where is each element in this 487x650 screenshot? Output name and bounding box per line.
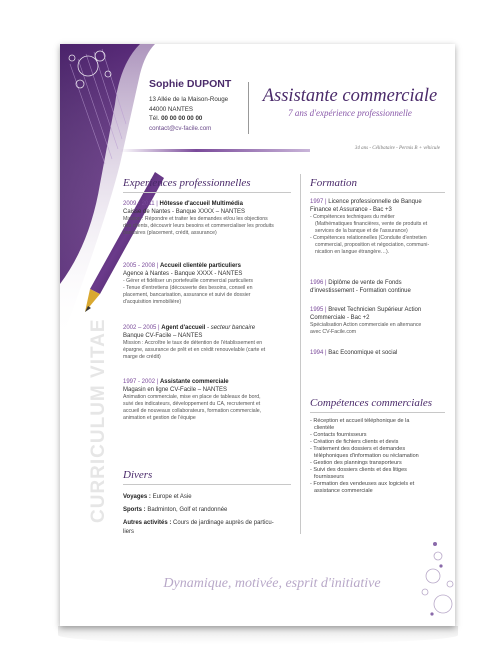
competence-item: - Suivi des dossiers clients et des litiges: [310, 467, 407, 473]
experience-3-line: épargne, assurance de prêt et en crédit renouvelable (carte et: [123, 347, 266, 353]
experience-1-role: Hôtesse d'accueil Multimédia: [159, 201, 243, 207]
competence-item: - Formation des vendeuses aux logiciels et: [310, 481, 415, 487]
formation-3-line: Brevet Technicien Supérieur Action: [328, 307, 422, 313]
competences-list: [310, 418, 450, 495]
divers-value: Cours de jardinage auprès de particu-: [171, 520, 274, 526]
experience-1-line: des clients, découvrir leurs besoins et commercialiser les produits: [123, 223, 274, 229]
formation-heading: Formation: [310, 177, 358, 189]
divers-value: Europe et Asie: [150, 494, 192, 500]
divers-label: Voyages :: [123, 494, 151, 500]
divers-label: Autres activités :: [123, 520, 172, 526]
experience-1-company: Caisse de Nantes - Banque XXXX – NANTES: [123, 209, 246, 215]
tagline: Dynamique, motivée, esprit d'initiative: [163, 576, 381, 591]
divers-item-voyages: [123, 493, 298, 502]
competence-item: - Traitement des dossiers et demandes: [310, 446, 406, 452]
phone-label: Tél.: [149, 115, 160, 122]
experience-2-line: placement, bancarisation, assurance et suivi de dossier: [123, 292, 251, 298]
experience-4-line: Animation commerciale, mise en place de tableaux de bord,: [123, 394, 261, 400]
formation-1-detail: services de la banque et de l'assurance): [315, 228, 408, 234]
competence-item: clientèle: [314, 425, 335, 431]
header-divider: [248, 82, 249, 134]
formation-1-year: 1997 |: [310, 199, 327, 205]
formation-1-detail: commercial, proposition et négociation, communi-: [315, 242, 430, 248]
experience-item-1: [123, 200, 298, 237]
formation-2-line: Diplôme de vente de Fonds: [328, 280, 402, 286]
job-subtitle: 7 ans d'expérience professionnelle: [288, 108, 412, 118]
phone-value: 00 00 00 00 00: [161, 115, 203, 122]
divers-heading: Divers: [123, 469, 153, 481]
experience-item-3: [123, 324, 298, 361]
formation-3-detail: Spécialisation Action commerciale en alternance: [310, 322, 422, 328]
formation-item-2: [310, 279, 450, 295]
formation-1-detail: - Compétences relationnelles (Conduite d'entretien: [310, 235, 427, 241]
experience-2-line: - Tenue d'entretiens (découverte des besoins, conseil en: [123, 285, 253, 291]
divers-value: Badminton, Golf et randonnée: [145, 507, 228, 513]
experience-3-role: Agent d'accueil: [161, 325, 206, 331]
address-line2: 44000 NANTES: [149, 105, 194, 113]
experience-4-role: Assistante commerciale: [159, 379, 229, 385]
formation-item-3: [310, 306, 450, 336]
formation-item-4: [310, 349, 450, 357]
curriculum-vitae-vertical-text: CURRICULUM VITAE: [88, 318, 109, 524]
experiences-heading-rule: [123, 192, 291, 193]
divers-heading-rule: [123, 484, 291, 485]
formation-2-line: d'investissement - Formation continue: [310, 288, 411, 294]
formation-3-year: 1995 |: [310, 307, 327, 313]
competence-item: - Contacts fournisseurs: [310, 432, 367, 438]
formation-3-line: Commerciale - Bac +2: [310, 315, 370, 321]
experience-4-line: suivi des indicateurs, développement du CA, recrutement et: [123, 401, 261, 407]
experience-1-line: Mission : Répondre et traiter les demandes et/ou les objections: [123, 216, 268, 222]
job-title: Assistante commerciale: [262, 86, 438, 106]
formation-item-1: [310, 198, 450, 256]
competence-item: - Création de fichiers clients et devis: [310, 439, 399, 445]
competences-heading: Compétences commerciales: [310, 397, 433, 409]
experience-2-role: Accueil clientèle particuliers: [159, 263, 241, 269]
phone-line: [149, 114, 249, 124]
address-line1: 13 Allée de la Maison-Rouge: [149, 96, 229, 103]
formation-1-line: Finance et Assurance - Bac +3: [310, 207, 392, 213]
experience-2-years: 2005 - 2008 |: [123, 263, 159, 269]
formation-1-detail: (Mathématiques financières, vente de produits et: [315, 221, 428, 227]
formation-2-year: 1996 |: [310, 280, 327, 286]
divers-label: Sports :: [123, 507, 146, 513]
experiences-heading: Experiences professionnelles: [123, 177, 251, 189]
experience-3-years: 2002 – 2005 |: [123, 325, 160, 331]
experience-3-role-suffix: - secteur bancaire: [205, 325, 256, 331]
divers-value: liers: [123, 529, 135, 535]
experience-4-line: accueil de nouveaux collaborateurs, formation commerciale,: [123, 408, 262, 414]
formation-4-year: 1994 |: [310, 350, 327, 356]
experience-1-years: 2009 - 2011 |: [123, 201, 158, 207]
divers-item-sports: [123, 506, 298, 515]
experience-3-line: Mission : Accroître le taux de détention de l'établissement en: [123, 340, 263, 346]
bottom-bubble-icons: [422, 552, 453, 613]
competence-item: téléphoniques d'information ou réclamation: [314, 453, 419, 459]
experience-2-line: - Gérer et fidéliser un portefeuille commercial particuliers: [123, 278, 254, 284]
competence-item: - Réception et accueil téléphonique de la: [310, 418, 410, 424]
competence-item: fournisseurs: [314, 474, 344, 480]
divers-list: [123, 493, 298, 537]
competence-item: assistance commerciale: [314, 488, 373, 494]
experience-1-line: bancaires (placement, crédit, assurance): [123, 230, 217, 236]
experience-item-4: [123, 378, 298, 422]
divers-item-autres: [123, 519, 298, 537]
experience-2-line: d'acquisition immobilière): [123, 299, 182, 305]
email-link[interactable]: contact@cv-facile.com: [149, 124, 212, 132]
column-divider: [300, 174, 301, 534]
page-shadow: [58, 626, 458, 644]
experience-2-company: Agence à Nantes - Banque XXXX - NANTES: [123, 271, 243, 277]
formation-1-detail: nication en langue étrangère…).: [315, 249, 390, 255]
formation-1-detail: - Compétences techniques du métier: [310, 214, 395, 220]
experience-3-company: Banque CV-Facile – NANTES: [123, 333, 203, 339]
experience-4-company: Magasin en ligne CV-Facile – NANTES: [123, 387, 228, 393]
identity-block: [149, 78, 249, 133]
experience-3-line: marge de crédit): [123, 354, 161, 360]
formation-4-line: Bac Economique et social: [328, 350, 398, 356]
formation-3-detail: avec CV-Facile.com: [310, 329, 357, 335]
formation-1-line: Licence professionnelle de Banque: [328, 199, 422, 205]
competences-heading-rule: [310, 412, 445, 413]
cv-sheet: [60, 44, 455, 626]
formation-heading-rule: [310, 192, 445, 193]
competence-item: - Gestion des plannings transporteurs: [310, 460, 402, 466]
experience-4-years: 1997 - 2002 |: [123, 379, 159, 385]
person-name: Sophie DUPONT: [149, 78, 232, 90]
experience-item-2: [123, 262, 298, 306]
personal-info-line: 34 ans - Célibataire - Permis B + véhicule: [354, 146, 440, 151]
experience-4-line: animation et gestion de l'équipe: [123, 415, 196, 421]
